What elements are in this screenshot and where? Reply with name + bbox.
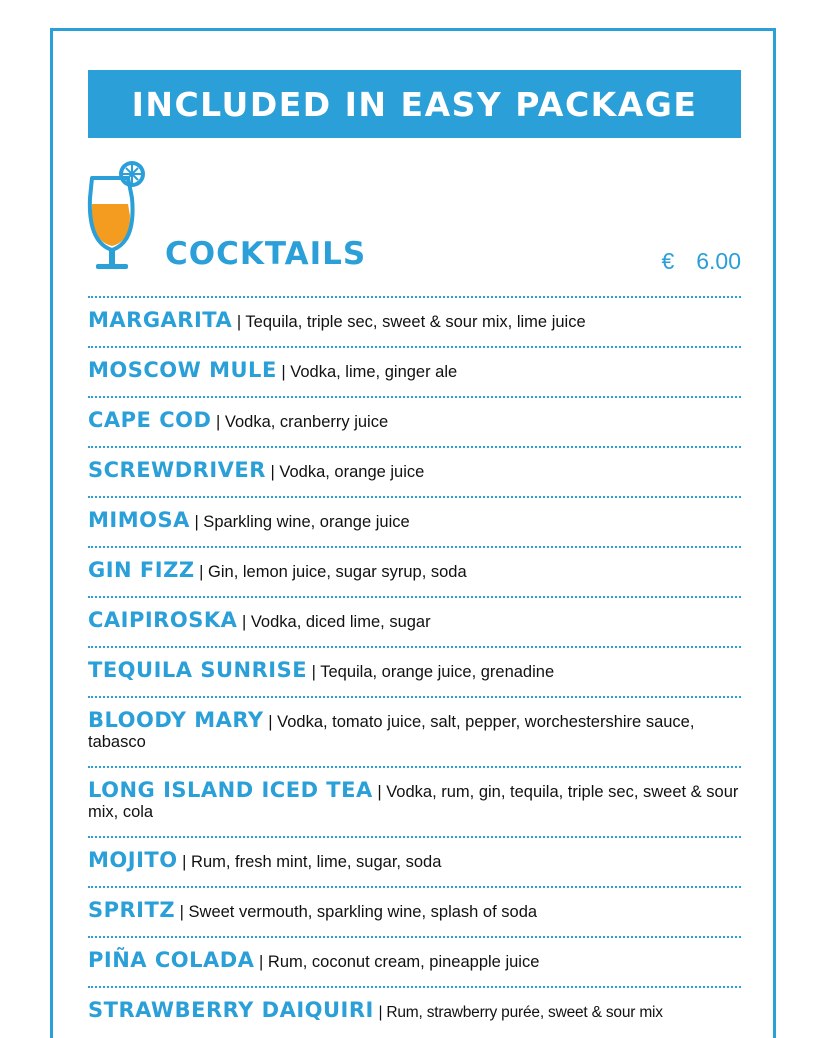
cocktail-name: LONG ISLAND ICED TEA [88,778,373,802]
cocktail-description: | Vodka, rum, gin, tequila, triple sec, sweet & sour mix, cola [88,783,739,821]
list-item [88,768,741,836]
cocktail-description: | Gin, lemon juice, sugar syrup, soda [199,563,467,581]
cocktail-description: | Rum, fresh mint, lime, sugar, soda [182,853,442,871]
list-item [88,498,741,546]
cocktail-name: BLOODY MARY [88,708,264,732]
banner-title: INCLUDED IN EASY PACKAGE [131,84,698,124]
list-item [88,938,741,986]
cocktail-name: SCREWDRIVER [88,458,266,482]
list-item [88,298,741,346]
list-item [88,988,741,1036]
price-currency: € [661,248,675,274]
cocktail-name: MIMOSA [88,508,190,532]
list-item [88,838,741,886]
cocktail-name: CAIPIROSKA [88,608,238,632]
cocktail-list [88,296,741,1036]
cocktail-name: MOJITO [88,848,178,872]
cocktail-description: | Tequila, triple sec, sweet & sour mix, lime juice [236,313,586,331]
list-item [88,448,741,496]
cocktail-description: | Tequila, orange juice, grenadine [311,663,555,681]
list-item [88,348,741,396]
cocktail-name: STRAWBERRY DAIQUIRI [88,998,374,1022]
cocktail-description: | Vodka, orange juice [270,463,425,481]
cocktail-description: | Vodka, tomato juice, salt, pepper, worchestershire sauce, tabasco [88,713,695,751]
list-item [88,648,741,696]
cocktail-description: | Sparkling wine, orange juice [194,513,410,531]
cocktail-glass-icon [84,158,150,272]
cocktail-name: TEQUILA SUNRISE [88,658,308,682]
list-item [88,598,741,646]
cocktail-description: | Rum, strawberry purée, sweet & sour mix [378,1004,663,1021]
cocktail-name: MOSCOW MULE [88,358,277,382]
cocktail-name: PIÑA COLADA [88,948,255,972]
cocktail-name: GIN FIZZ [88,558,195,582]
cocktail-description: | Vodka, cranberry juice [216,413,389,431]
list-item [88,398,741,446]
cocktail-description: | Vodka, lime, ginger ale [281,363,458,381]
list-item [88,698,741,766]
list-item [88,888,741,936]
cocktail-description: | Vodka, diced lime, sugar [241,613,431,631]
cocktail-name: SPRITZ [88,898,176,922]
section-price [661,248,741,275]
list-item [88,548,741,596]
package-banner [88,70,741,138]
price-value: 6.00 [696,248,741,274]
cocktail-description: | Sweet vermouth, sparkling wine, splash of soda [179,903,538,921]
cocktail-description: | Rum, coconut cream, pineapple juice [259,953,540,971]
section-title: COCKTAILS [165,236,367,272]
cocktail-name: MARGARITA [88,308,233,332]
cocktail-name: CAPE COD [88,408,212,432]
